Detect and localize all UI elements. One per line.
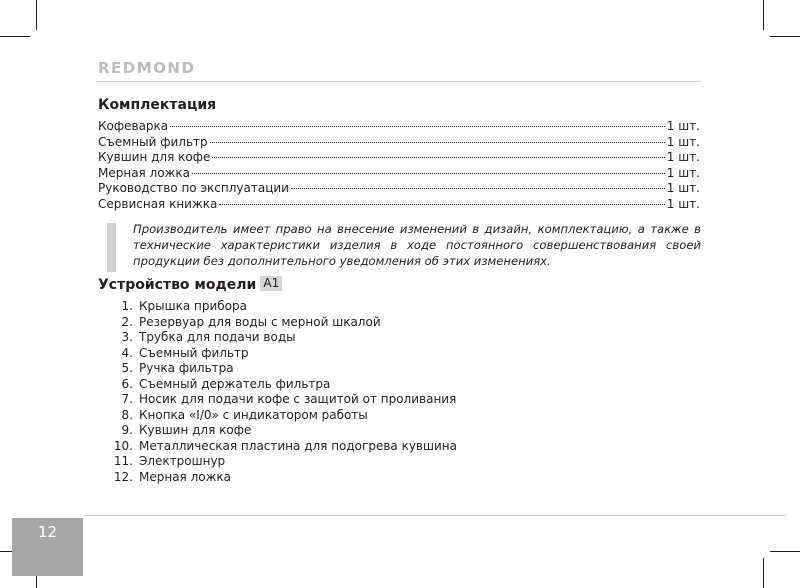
item-text: Ручка фильтра [139,361,234,375]
item-number: 8. [121,407,133,422]
item-text: Съемный держатель фильтра [139,376,331,391]
item-name: Мерная ложка [98,165,191,180]
item-text: Металлическая пластина для подогрева кувшина [139,438,457,453]
item-text: Съемный фильтр [139,345,249,360]
parts-list [105,299,457,485]
item-name: Руководство по эксплуатации [98,181,289,195]
list-item [105,423,457,439]
manufacturer-note: Производитель имеет право на внесение изменений в дизайн, комплектацию, а также в технические характеристики изделия в ходе постоянного совершенствования своей продукции без дополнительного уведомления об этих изменениях. [133,222,701,268]
item-qty: 1 шт. [666,165,700,180]
item-text: Кнопка «I/0» с индикатором работы [139,407,368,422]
list-item [105,315,457,331]
contents-item [98,166,700,182]
contents-item [98,150,700,166]
list-item [105,299,457,315]
item-text: Носик для подачи кофе с защитой от проливания [139,392,457,406]
item-number: 1. [121,299,133,313]
item-qty: 1 шт. [666,196,700,211]
leader-dots [170,125,665,127]
crop-mark [763,558,764,588]
list-item [105,330,457,346]
crop-mark [36,0,37,30]
crop-mark [770,551,800,552]
list-item [105,377,457,393]
contents-item [98,197,700,213]
contents-title: Комплектация [98,97,217,113]
brand-logo: REDMOND [98,59,196,77]
item-number: 6. [121,376,133,391]
contents-item [98,135,700,151]
item-number: 9. [121,423,133,437]
item-name: Съемный фильтр [98,134,208,149]
item-qty: 1 шт. [666,181,700,195]
figure-badge: A1 [260,276,282,291]
page-number: 12 [37,523,58,541]
leader-dots [212,156,664,158]
device-title [98,276,282,293]
page-number-box [12,518,83,576]
list-item [105,408,457,424]
item-qty: 1 шт. [666,150,700,164]
item-number: 11. [113,454,133,468]
item-number: 10. [113,438,133,453]
device-title-text: Устройство модели [98,277,257,293]
contents-list [98,119,700,212]
item-text: Крышка прибора [139,299,247,313]
crop-mark [0,36,30,37]
item-qty: 1 шт. [666,119,700,133]
item-text: Трубка для подачи воды [139,330,296,344]
crop-mark [763,0,764,30]
item-name: Сервисная книжка [98,196,218,211]
item-number: 5. [121,361,133,375]
item-number: 12. [113,469,133,484]
item-qty: 1 шт. [666,134,700,149]
crop-mark [770,36,800,37]
list-item [105,361,457,377]
contents-item [98,181,700,197]
item-text: Кувшин для кофе [139,423,252,437]
list-item [105,392,457,408]
footer-divider [84,515,786,516]
leader-dots [192,172,665,174]
item-number: 2. [121,314,133,329]
note-bar [107,223,116,272]
item-number: 7. [121,392,133,406]
list-item [105,454,457,470]
list-item [105,470,457,486]
leader-dots [291,187,665,189]
list-item [105,346,457,362]
item-text: Резервуар для воды с мерной шкалой [139,314,381,329]
list-item [105,439,457,455]
item-number: 4. [121,345,133,360]
contents-item [98,119,700,135]
item-name: Кувшин для кофе [98,150,211,164]
leader-dots [210,141,665,143]
header-divider [96,81,702,82]
item-name: Кофеварка [98,119,169,133]
item-text: Электрошнур [139,454,226,468]
item-number: 3. [121,330,133,344]
item-text: Мерная ложка [139,469,232,484]
leader-dots [219,203,664,205]
